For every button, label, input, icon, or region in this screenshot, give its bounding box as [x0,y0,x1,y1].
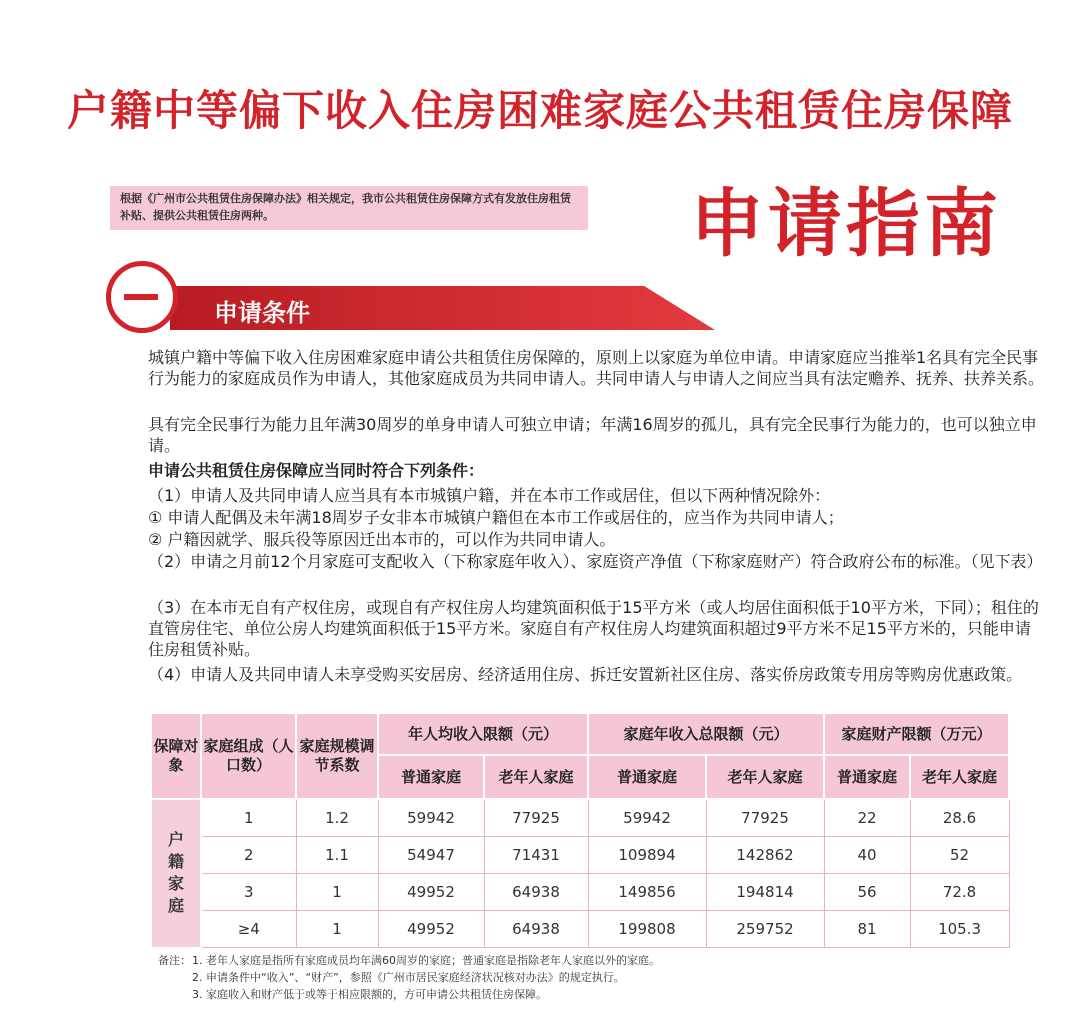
cell-size: 2 [201,837,296,874]
condition-3 [116,597,1046,660]
cell-asset-elderly: 72.8 [910,874,1009,911]
cell-total-elderly: 77925 [706,799,824,837]
condition-1b: ② 户籍因就学、服兵役等原因迁出本市的，可以作为共同申请人。 [148,530,616,549]
cell-total-normal: 149856 [588,874,706,911]
condition-2 [116,551,1046,572]
footnote-3: 3. 家庭收入和财产低于或等于相应限额的，方可申请公共租赁住房保障。 [192,988,547,1001]
condition-4 [116,664,1046,685]
condition-2-text: （2）申请之月前12个月家庭可支配收入（下称家庭年收入）、家庭资产净值（下称家庭财产）符合政府公布的标准。（见下表） [148,552,1043,571]
header-family-size: 家庭组成（人口数） [201,713,296,799]
condition-1a: ① 申请人配偶及未年满18周岁子女非本市城镇户籍但在本市工作或居住的，应当作为共同申请人； [148,508,844,527]
cell-total-elderly: 194814 [706,874,824,911]
cell-coef: 1 [296,874,378,911]
subheader-elderly: 老年人家庭 [706,755,824,799]
cell-asset-elderly: 105.3 [910,911,1009,948]
cell-income-elderly: 77925 [484,799,588,837]
cell-coef: 1.1 [296,837,378,874]
footnotes [158,952,660,1003]
cell-total-normal: 199808 [588,911,706,948]
conditions-heading: 申请公共租赁住房保障应当同时符合下列条件： [148,461,485,480]
page-subtitle: 申请指南 [690,181,1002,267]
footnote-spacer [158,969,192,986]
table-row [151,874,1009,911]
cell-coef: 1 [296,911,378,948]
cell-total-normal: 109894 [588,837,706,874]
section-title: 申请条件 [214,299,310,327]
cell-asset-normal: 56 [824,874,910,911]
subheader-normal: 普通家庭 [588,755,706,799]
cell-income-normal: 49952 [378,874,484,911]
cell-coef: 1.2 [296,799,378,837]
cell-total-normal: 59942 [588,799,706,837]
cell-size: ≥4 [201,911,296,948]
cell-total-elderly: 259752 [706,911,824,948]
body-paragraph-1 [116,347,1046,389]
cell-income-normal: 49952 [378,911,484,948]
paragraph-text: 城镇户籍中等偏下收入住房困难家庭申请公共租赁住房保障的，原则上以家庭为单位申请。申请家庭应当推举1名具有完全民事行为能力的家庭成员作为申请人，其他家庭成员为共同申请人。共同申请人与申请人之间应当具有法定赡养、抚养、扶养关系。 [148,348,1045,388]
footnote-row [158,952,660,969]
income-limit-table [150,712,1010,949]
cell-income-normal: 59942 [378,799,484,837]
cell-income-elderly: 64938 [484,874,588,911]
paragraph-text: 具有完全民事行为能力且年满30周岁的单身申请人可独立申请；年满16周岁的孤儿，具有完全民事行为能力的，也可以独立申请。 [148,415,1037,455]
footnote-row [158,986,660,1003]
footnote-row [158,969,660,986]
table-row [151,837,1009,874]
cell-income-normal: 54947 [378,837,484,874]
footnote-1: 1. 老年人家庭是指所有家庭成员均年满60周岁的家庭；普通家庭是指除老年人家庭以外的家庭。 [192,954,660,967]
header-total-income: 家庭年收入总限额（元） [588,713,824,755]
cell-income-elderly: 64938 [484,911,588,948]
cell-size: 1 [201,799,296,837]
footnote-2: 2. 申请条件中“收入”、“财产”，参照《广州市居民家庭经济状况核对办法》的规定执行。 [192,971,625,984]
condition-1: （1）申请人及共同申请人应当具有本市城镇户籍，并在本市工作或居住，但以下两种情况除外： [148,486,831,505]
subheader-normal: 普通家庭 [378,755,484,799]
body-paragraph-2 [116,414,1046,456]
table-row [151,799,1009,837]
condition-4-text: （4）申请人及共同申请人未享受购买安居房、经济适用住房、拆迁安置新社区住房、落实侨房政策专用房等购房优惠政策。 [148,665,1023,684]
category-cell [151,799,201,948]
subheader-normal: 普通家庭 [824,755,910,799]
cell-asset-elderly: 28.6 [910,799,1009,837]
cell-size: 3 [201,874,296,911]
header-asset-limit: 家庭财产限额（万元） [824,713,1009,755]
cell-asset-normal: 40 [824,837,910,874]
header-income-per-capita: 年人均收入限额（元） [378,713,588,755]
cell-asset-normal: 22 [824,799,910,837]
header-target: 保障对象 [151,713,201,799]
condition-3-text: （3）在本市无自有产权住房，或现自有产权住房人均建筑面积低于15平方米（或人均居住面积低于10平方米，下同）；租住的直管房住宅、单位公房人均建筑面积低于15平方米。家庭自有产权住房人均建筑面积超过9平方米不足15平方米的，只能申请住房租赁补贴。 [148,598,1039,659]
cell-asset-normal: 81 [824,911,910,948]
footnote-label: 备注： [158,954,191,967]
table-row [151,911,1009,948]
page-title: 户籍中等偏下收入住房困难家庭公共租赁住房保障 [66,86,1013,135]
footnote-spacer [158,986,192,1003]
cell-income-elderly: 71431 [484,837,588,874]
cell-total-elderly: 142862 [706,837,824,874]
intro-note: 根据《广州市公共租赁住房保障办法》相关规定，我市公共租赁住房保障方式有发放住房租赁补贴、提供公共租赁住房两种。 [110,186,588,230]
cell-asset-elderly: 52 [910,837,1009,874]
subheader-elderly: 老年人家庭 [910,755,1009,799]
subheader-elderly: 老年人家庭 [484,755,588,799]
category-label: 户籍家庭 [167,830,184,916]
section-number-one-dash [124,294,158,300]
header-coefficient: 家庭规模调节系数 [296,713,378,799]
